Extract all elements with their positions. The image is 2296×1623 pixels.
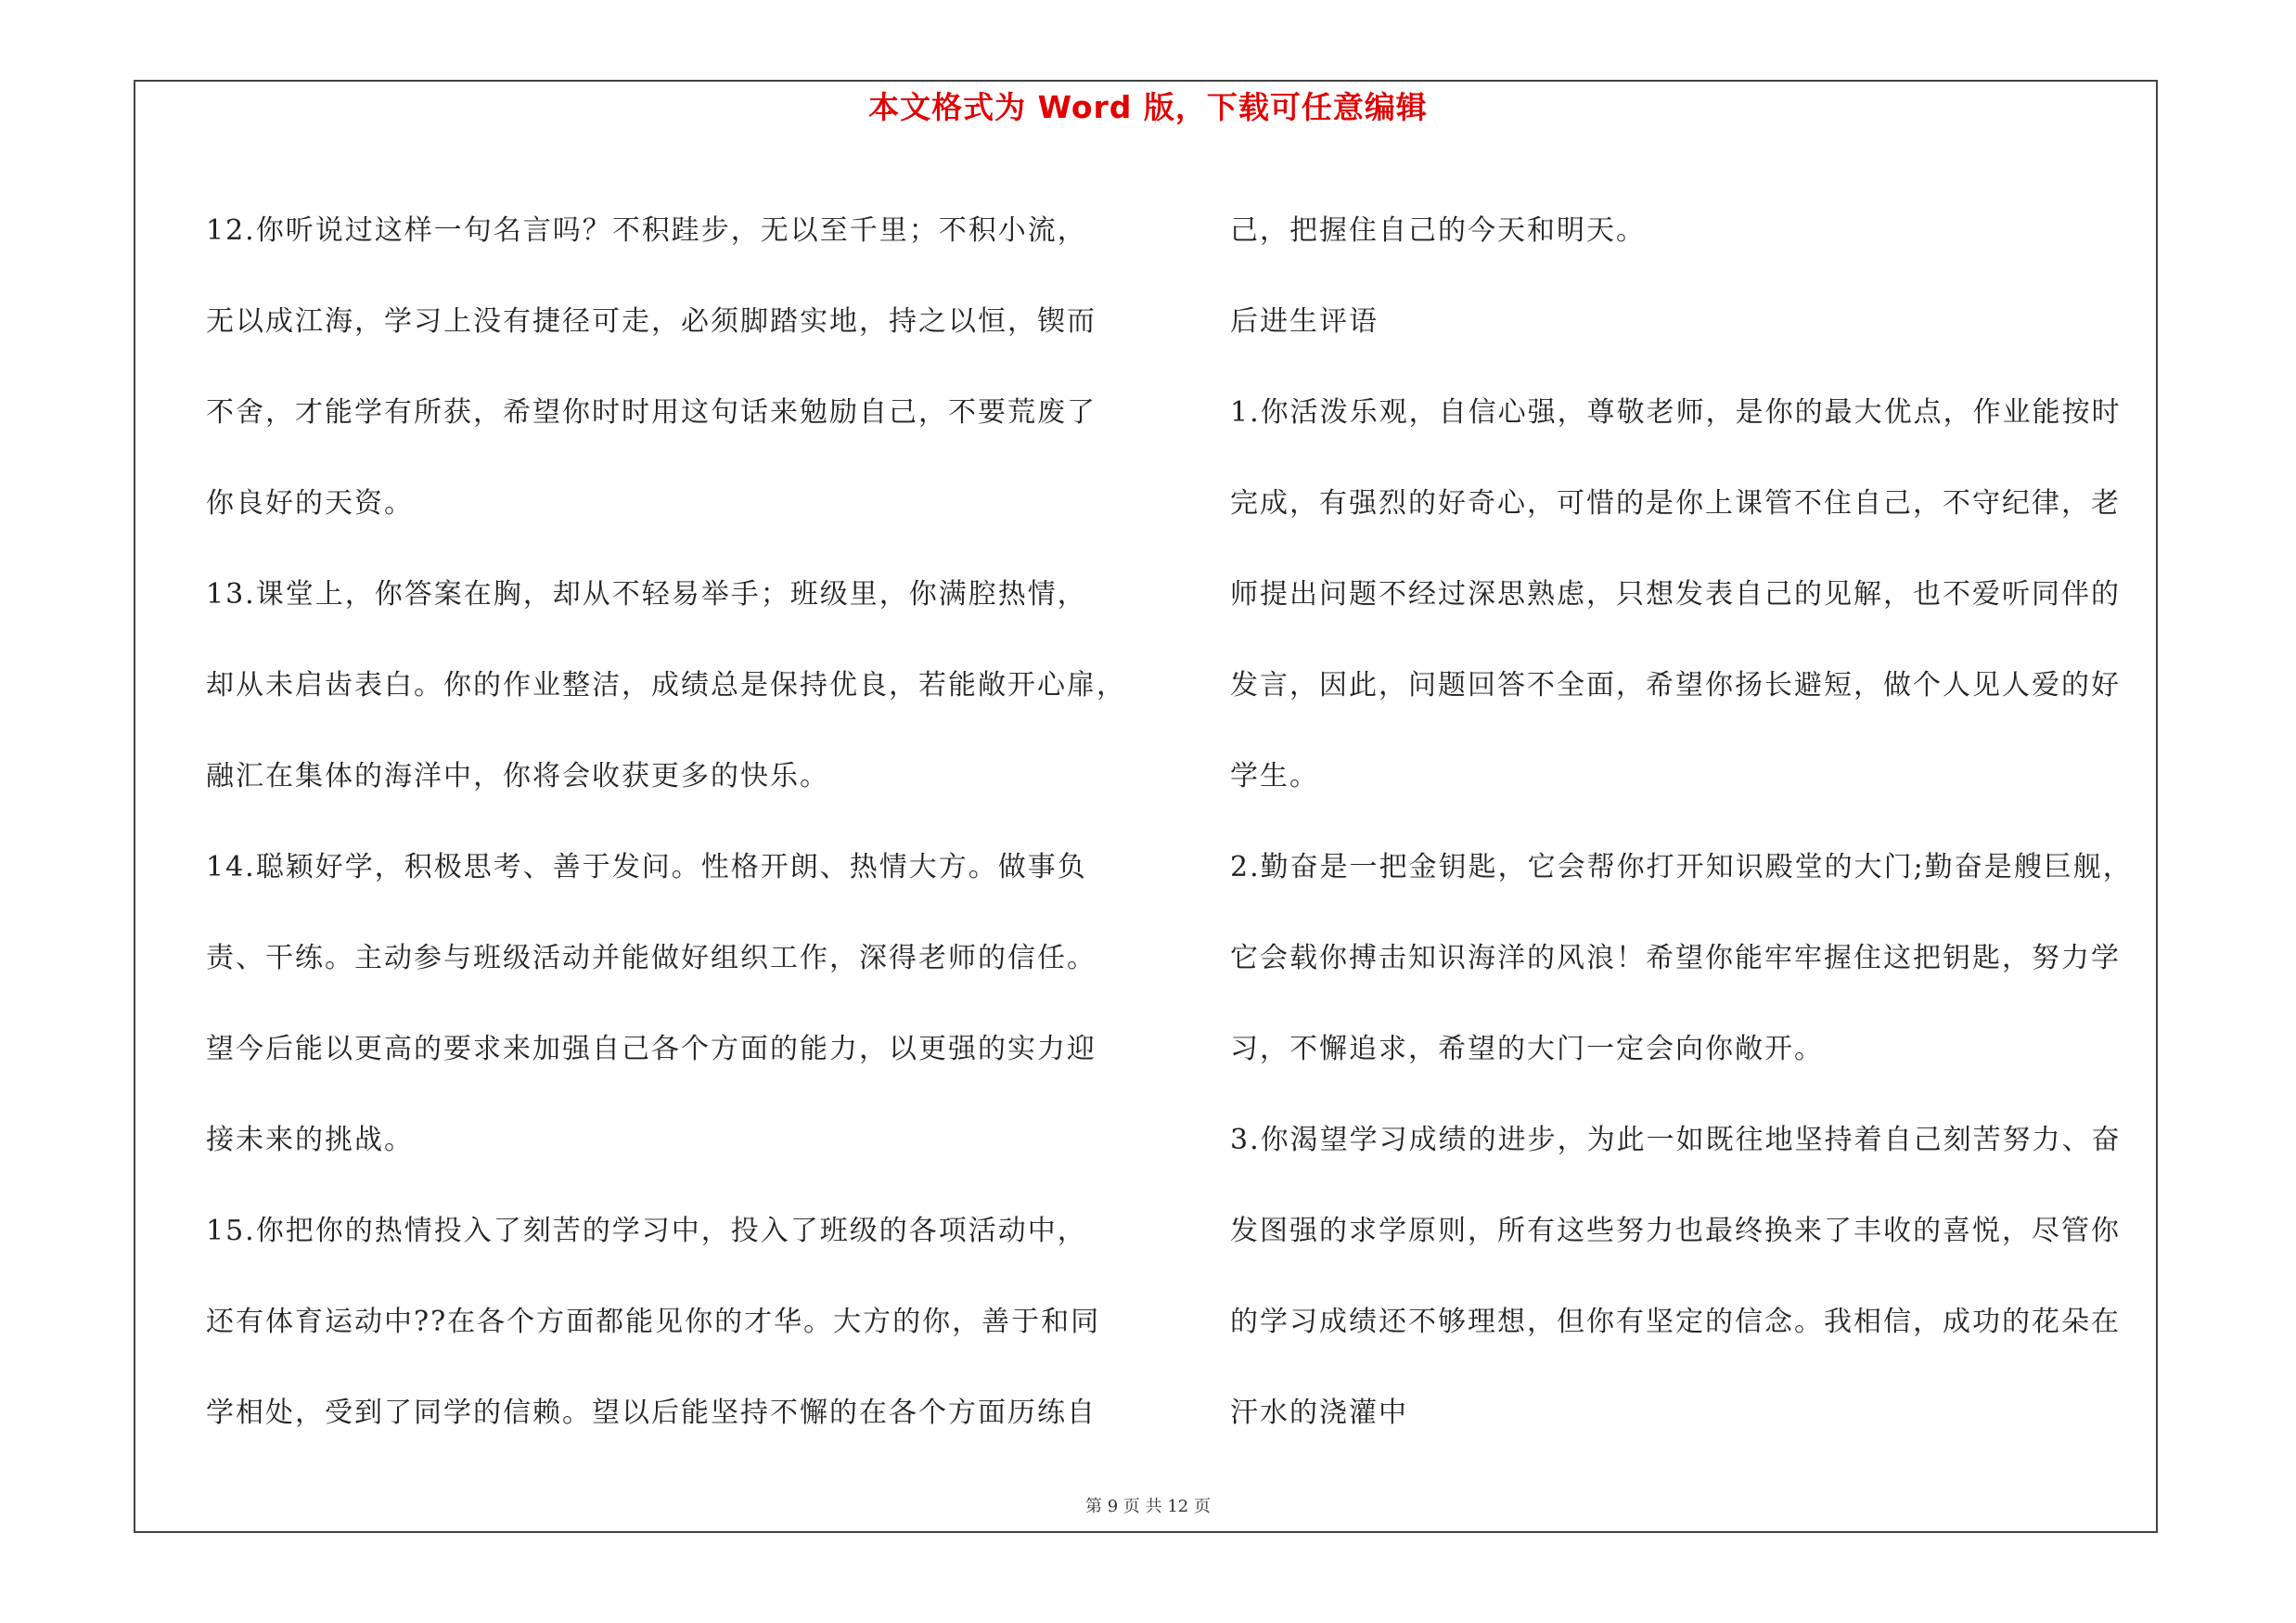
text-line: 发言，因此，问题回答不全面，希望你扬长避短，做个人见人爱的好 <box>1230 669 2121 702</box>
text-line: 不舍，才能学有所获，希望你时时用这句话来勉励自己，不要荒废了 <box>206 396 1097 429</box>
text-line: 学相处，受到了同学的信赖。望以后能坚持不懈的在各个方面历练自 <box>206 1397 1097 1429</box>
text-line: 接未来的挑战。 <box>206 1124 414 1156</box>
text-line: 却从未启齿表白。你的作业整洁，成绩总是保持优良，若能敞开心扉， <box>206 669 1126 702</box>
page-number: 第 9 页 共 12 页 <box>1085 1497 1211 1516</box>
left-column <box>206 186 1152 1459</box>
text-line: 15.你把你的热情投入了刻苦的学习中，投入了班级的各项活动中， <box>206 1215 1087 1247</box>
section-heading: 后进生评语 <box>1230 305 1379 338</box>
text-line: 完成，有强烈的好奇心，可惜的是你上课管不住自己，不守纪律，老 <box>1230 487 2121 520</box>
text-line: 1.你活泼乐观，自信心强，尊敬老师，是你的最大优点，作业能按时 <box>1230 396 2122 429</box>
text-line: 无以成江海，学习上没有捷径可走，必须脚踏实地，持之以恒，锲而 <box>206 305 1097 338</box>
text-line: 13.课堂上，你答案在胸，却从不轻易举手；班级里，你满腔热情， <box>206 578 1087 611</box>
format-banner: 本文格式为 Word 版，下载可任意编辑 <box>868 89 1428 125</box>
text-line: 你良好的天资。 <box>206 487 414 520</box>
text-line: 的学习成绩还不够理想，但你有坚定的信念。我相信，成功的花朵在 <box>1230 1306 2121 1338</box>
text-line: 还有体育运动中??在各个方面都能见你的才华。大方的你，善于和同 <box>206 1306 1101 1338</box>
text-line: 2.勤奋是一把金钥匙，它会帮你打开知识殿堂的大门;勤奋是艘巨舰， <box>1230 851 2133 883</box>
text-line: 望今后能以更高的要求来加强自己各个方面的能力，以更强的实力迎 <box>206 1033 1097 1065</box>
text-line: 它会载你搏击知识海洋的风浪！希望你能牢牢握住这把钥匙，努力学 <box>1230 942 2121 974</box>
text-line: 习，不懈追求，希望的大门一定会向你敞开。 <box>1230 1033 1824 1065</box>
text-line: 12.你听说过这样一句名言吗？不积跬步，无以至千里；不积小流， <box>206 214 1087 247</box>
text-line: 师提出问题不经过深思熟虑，只想发表自己的见解，也不爱听同伴的 <box>1230 578 2121 611</box>
right-column <box>1230 186 2158 1459</box>
text-line: 汗水的浇灌中 <box>1230 1397 1408 1429</box>
text-line: 3.你渴望学习成绩的进步，为此一如既往地坚持着自己刻苦努力、奋 <box>1230 1124 2122 1156</box>
text-line: 发图强的求学原则，所有这些努力也最终换来了丰收的喜悦，尽管你 <box>1230 1215 2121 1247</box>
text-line: 己，把握住自己的今天和明天。 <box>1230 214 1646 247</box>
text-line: 14.聪颖好学，积极思考、善于发问。性格开朗、热情大方。做事负 <box>206 851 1087 883</box>
text-line: 融汇在集体的海洋中，你将会收获更多的快乐。 <box>206 760 829 792</box>
text-line: 责、干练。主动参与班级活动并能做好组织工作，深得老师的信任。 <box>206 942 1097 974</box>
text-line: 学生。 <box>1230 760 1319 792</box>
